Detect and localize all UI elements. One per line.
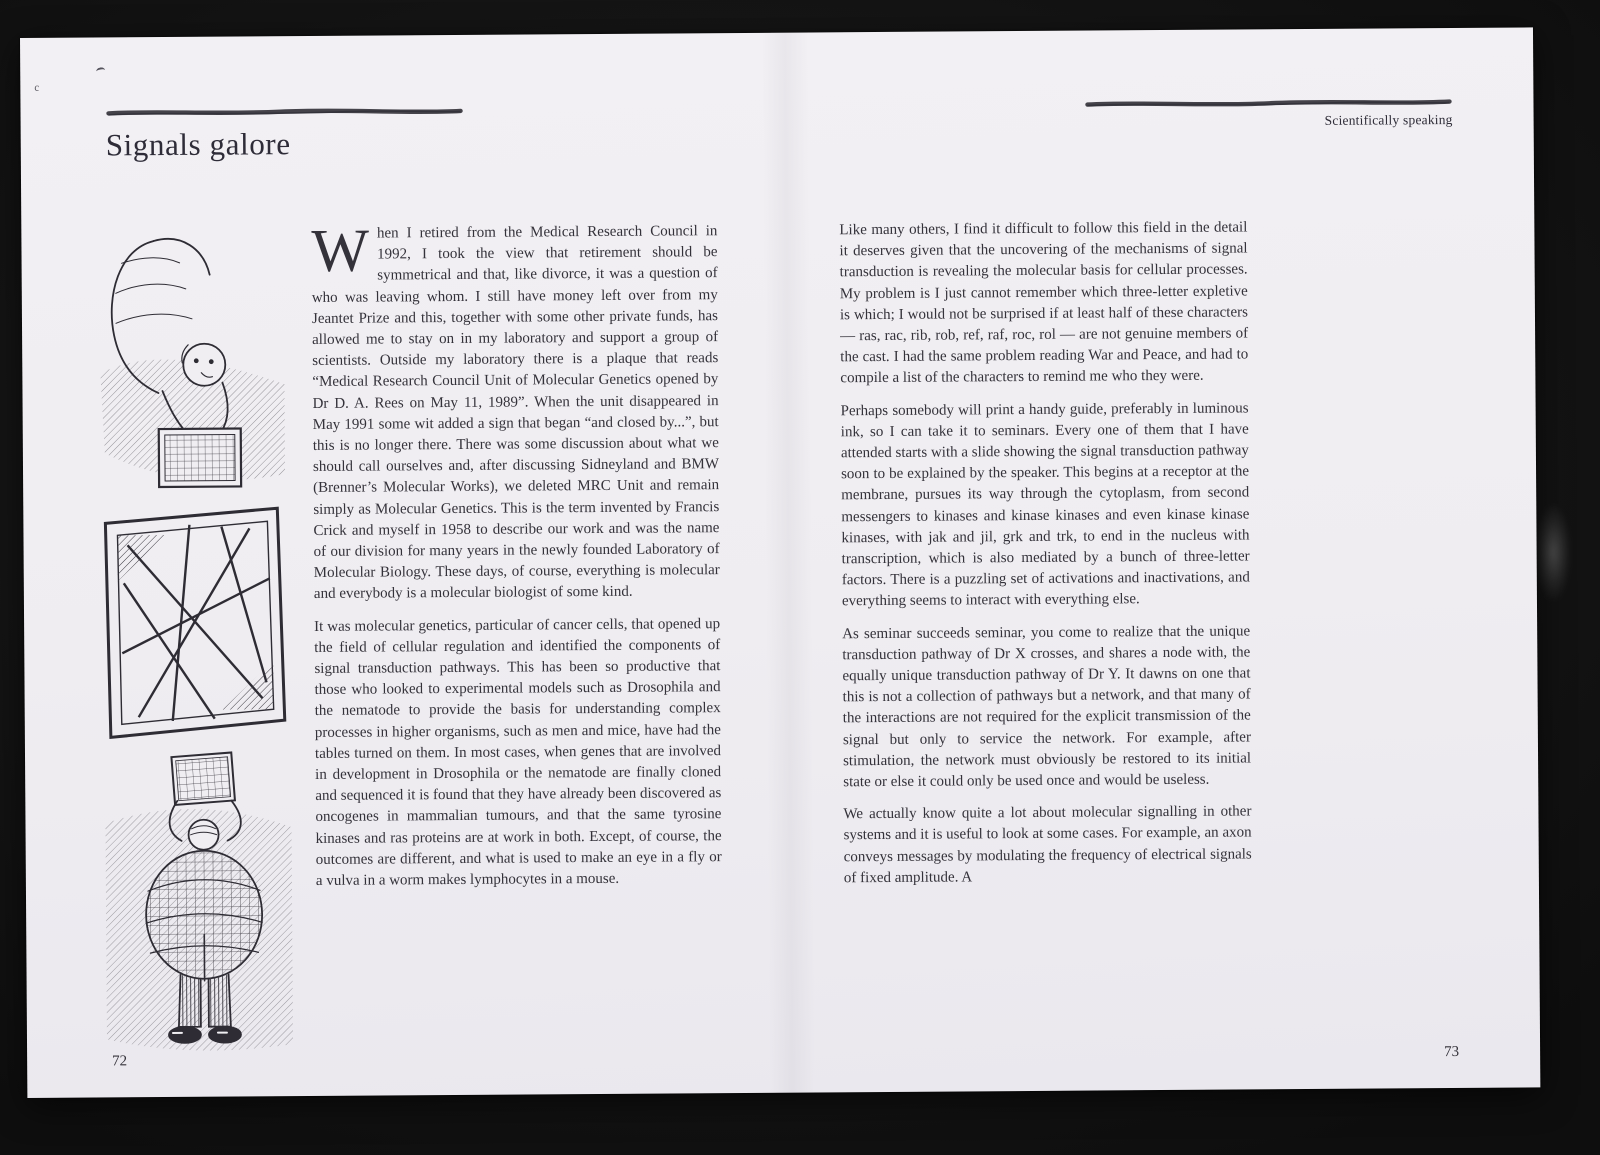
page-gutter xyxy=(762,32,815,1092)
page-number-left: 72 xyxy=(112,1053,128,1070)
paragraph-opening xyxy=(311,217,720,605)
left-text-column xyxy=(311,217,722,903)
drop-cap: W xyxy=(311,217,370,285)
paragraph: It was molecular genetics, particular of cancer cells, that opened up the field of cellular regulation and identified the components of signal transduction pathways. This has been so productive that those who looked to experimental models such as Drosophila and the nematode to provide the basis for understanding complex processes in higher organisms, such as men and mice, have had the tables turned on them. In most cases, when genes that are involved in development in Drosophila or the nematode are finally cloned and sequenced it is found that they have already been discovered as oncogenes in mammalian tumours, and that the same tyrosine kinases and ras proteins are at work in both. Except, of course, the outcomes are different, and what is used to make an eye in a fly or a vulva in a worm makes lymphocytes in a mouse. xyxy=(314,615,722,890)
paragraph: We actually know quite a lot about molecular signalling in other systems and it is useful to look at some cases. For example, an axon conveys messages by modulating the frequency of electrical signals of fixed amplitude. A xyxy=(843,803,1252,887)
running-head: Scientifically speaking xyxy=(1324,112,1453,128)
paragraph: As seminar succeeds seminar, you come to realize that the unique transduction pathway of Dr X crosses, and shares a node with, the equally unique transduction pathway of Dr Y. It dawns on one that this is not a collection of pathways but a network, and that many of the interactions are not required for the explicit transmission of the signal but only to service the network. For example, after stimulation, the network must obviously be restored to its initial state or else it could only be used once and would be useless. xyxy=(842,623,1252,791)
page-title: Signals galore xyxy=(105,126,291,163)
right-text-column xyxy=(839,217,1252,900)
paragraph: Perhaps somebody will print a handy guide, preferably in luminous ink, so I can take it to seminars. Every one of them that I have attended starts with a slide showing the signal transduction pathway soon to be explained by the speaker. This begins at a receptor at the membrane, pursues its way through the cytoplasm, from second messengers to kinases and kinase kinases and even kinase kinase kinases, with jak and jil, grk and trk, to end in the nucleus with transcription, which is also mediated by a bunch of three-letter factors. There is a puzzling set of activations and inactivations, and everything seems to interact with everything else. xyxy=(840,400,1250,610)
header-rule-right xyxy=(1084,94,1452,107)
paragraph: Like many others, I find it difficult to follow this field in the detail it deserves given that the uncovering of the mechanisms of signal transduction is revealing the molecular basis for cellular processes. My problem is I just cannot remember which three-letter expletive is which; I would not be surprised if at least half of these characters — ras, rac, rib, rob, ref, raf, roc, rol — are not genuine members of the cast. I had the same problem reading War and Peace, and had to compile a list of the characters to remind me who they were. xyxy=(839,219,1249,387)
scan-smudge xyxy=(1536,505,1570,600)
paper-mark xyxy=(96,67,106,75)
magazine-spread xyxy=(20,27,1540,1098)
header-rule-left xyxy=(105,103,463,115)
paragraph-text: hen I retired from the Medical Research Council in 1992, I took the view that retirement should be symmetrical and that, like divorce, it was a question of who was leaving whom. I still have money left over from my Jeantet Prize and this, together with some other private funds, has allowed me to stay on in my laboratory and support a group of scientists. Outside my laboratory there is a plaque that reads “Medical Research Council Unit of Molecular Genetics opened by Dr D. A. Rees on May 11, 1989”. When the unit disappeared in May 1991 some wit added a sign that began “and closed by...”, but this is no longer there. There was some discussion about what we should call ourselves and, after discussing Sidneyland and BMW (Brenner’s Molecular Works), we deleted MRC Unit and remain simply as Molecular Genetics. This is the term invented by Francis Crick and myself in 1958 to describe our work and was the name of our division for many years in the newly founded Laboratory of Molecular Biology. These days, of course, everything is molecular and everybody is a molecular biologist of some kind. xyxy=(311,223,720,603)
page-number-right: 73 xyxy=(1444,1043,1460,1061)
paper-mark: c xyxy=(34,81,40,94)
ink-illustration xyxy=(91,222,297,1053)
illustration xyxy=(91,222,297,1053)
